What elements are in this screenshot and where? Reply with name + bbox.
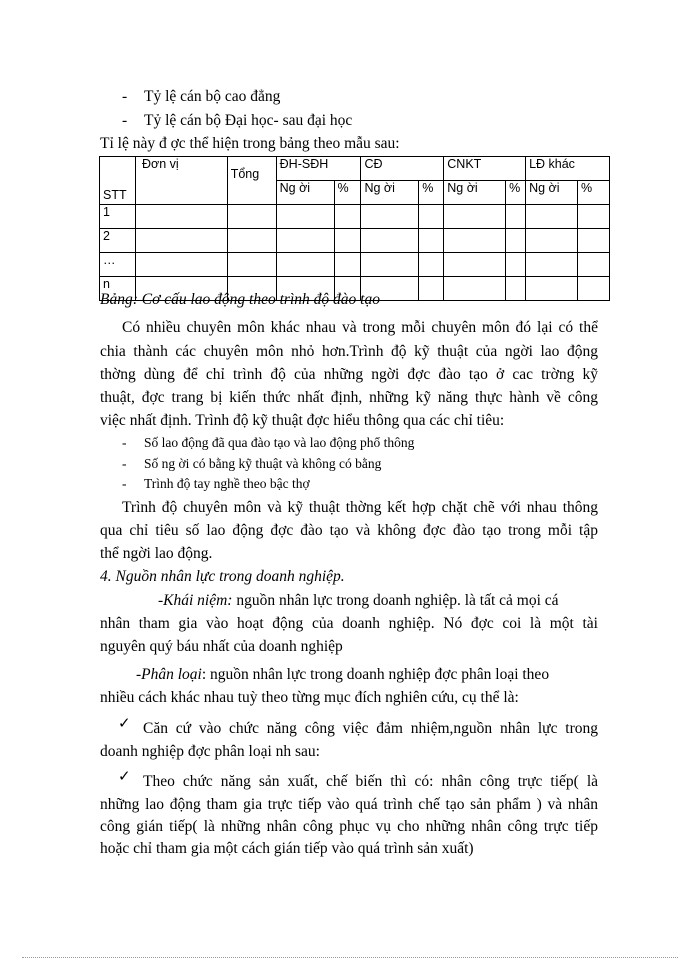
paragraph-line: Có nhiều chuyên môn khác nhau và trong mỗi chuyên môn đó lại có thể [122,319,598,336]
paragraph-line: việc nhất định. Trình độ kỹ thuật đợc hiểu thông qua các chỉ tiêu: [100,412,505,429]
paragraph-line: Trình độ chuyên môn và kỹ thuật thờng kết hợp chặt chẽ với nhau thông [122,499,598,516]
paragraph-line: chia thành các chuyên môn nhỏ hơn.Trình độ kỹ thuật của ngời lao động [100,343,598,360]
paragraph-line: qua chỉ tiêu số lao động đợc đào tạo và không đợc đào tạo trong mỗi tập [100,522,598,539]
intro-line: Tỉ lệ này đ ợc thể hiện trong bảng theo mẫu sau: [100,135,400,152]
concept-label: -Khái niệm: [158,592,233,609]
classification-label: -Phân loại [136,666,202,683]
header-group-cd: CĐ [361,157,444,181]
header-group-cnkt: CNKT [444,157,526,181]
table-row [100,253,610,277]
sub-bullet-item: - Số ng ời có bằng kỹ thuật và không có bằng [122,456,382,471]
row-index: n [100,277,136,301]
paragraph-line: thuật, đợc trang bị kiến thức nhất định, những kỹ năng thực hành về công [100,389,598,406]
concept-line: nhân tham gia vào hoạt động của doanh nghiệp. Nó đợc coi là một tài [100,615,598,632]
row-index: … [100,253,136,277]
page-bottom-rule [22,957,678,958]
check-item-line: Căn cứ vào chức năng công việc đảm nhiệm,nguồn nhân lực trong [143,720,598,737]
subheader-percent: % [577,181,609,205]
paragraph-line: thờng dùng để chỉ trình độ của những ngời đợc đào tạo ở cac trờng kỹ [100,366,598,383]
bullet-item: - Tỷ lệ cán bộ Đại học- sau đại học [122,112,353,129]
paragraph-line: thể ngời lao động. [100,545,213,562]
check-item-line: hoặc chỉ tham gia một cách gián tiếp vào quá trình sản xuất) [100,840,474,857]
check-icon: ✓ [118,714,131,732]
row-index: 1 [100,205,136,229]
table-row [100,229,610,253]
subheader-people: Ng ời [444,181,506,205]
check-item-line: những lao động tham gia trực tiếp vào quá trình chế tạo sản phẩm ) và nhân [100,796,598,813]
header-group-dh-sdh: ĐH-SĐH [276,157,361,181]
check-item-line: công gián tiếp( là những nhân công phục vụ cho những nhân công trực tiếp [100,818,598,835]
sub-bullet-item: - Trình độ tay nghề theo bậc thợ [122,476,310,491]
table-row [100,205,610,229]
header-group-ld-khac: LĐ khác [526,157,610,181]
subheader-people: Ng ời [276,181,334,205]
header-total: Tổng [227,157,276,205]
check-icon: ✓ [118,767,131,785]
table-caption: Bảng: Cơ cấu lao động theo trình độ đào tạo [100,291,380,308]
section-heading: 4. Nguồn nhân lực trong doanh nghiệp. [100,568,345,585]
check-item-line: Theo chức năng sản xuất, chế biến thì có: nhân công trực tiếp( là [143,773,598,790]
subheader-percent: % [506,181,526,205]
check-item-line: doanh nghiệp đợc phân loại nh sau: [100,743,320,760]
concept-line: -Khái niệm: nguồn nhân lực trong doanh nghiệp. là tất cả mọi cá [158,592,559,609]
subheader-percent: % [334,181,361,205]
classification-line: nhiều cách khác nhau tuỳ theo từng mục đích nghiên cứu, cụ thể là: [100,689,519,706]
sub-bullet-item: - Số lao động đã qua đào tạo và lao động phổ thông [122,435,415,450]
row-index: 2 [100,229,136,253]
header-unit: Đơn vị [135,157,227,205]
classification-line: -Phân loại: nguồn nhân lực trong doanh nghiệp đợc phân loại theo [136,666,550,683]
header-stt: STT [100,157,136,205]
subheader-people: Ng ời [526,181,578,205]
education-structure-table [99,156,610,301]
bullet-item: - Tỷ lệ cán bộ cao đẳng [122,88,281,105]
subheader-people: Ng ời [361,181,419,205]
subheader-percent: % [419,181,444,205]
concept-line: nguyên quý báu nhất của doanh nghiệp [100,638,343,655]
